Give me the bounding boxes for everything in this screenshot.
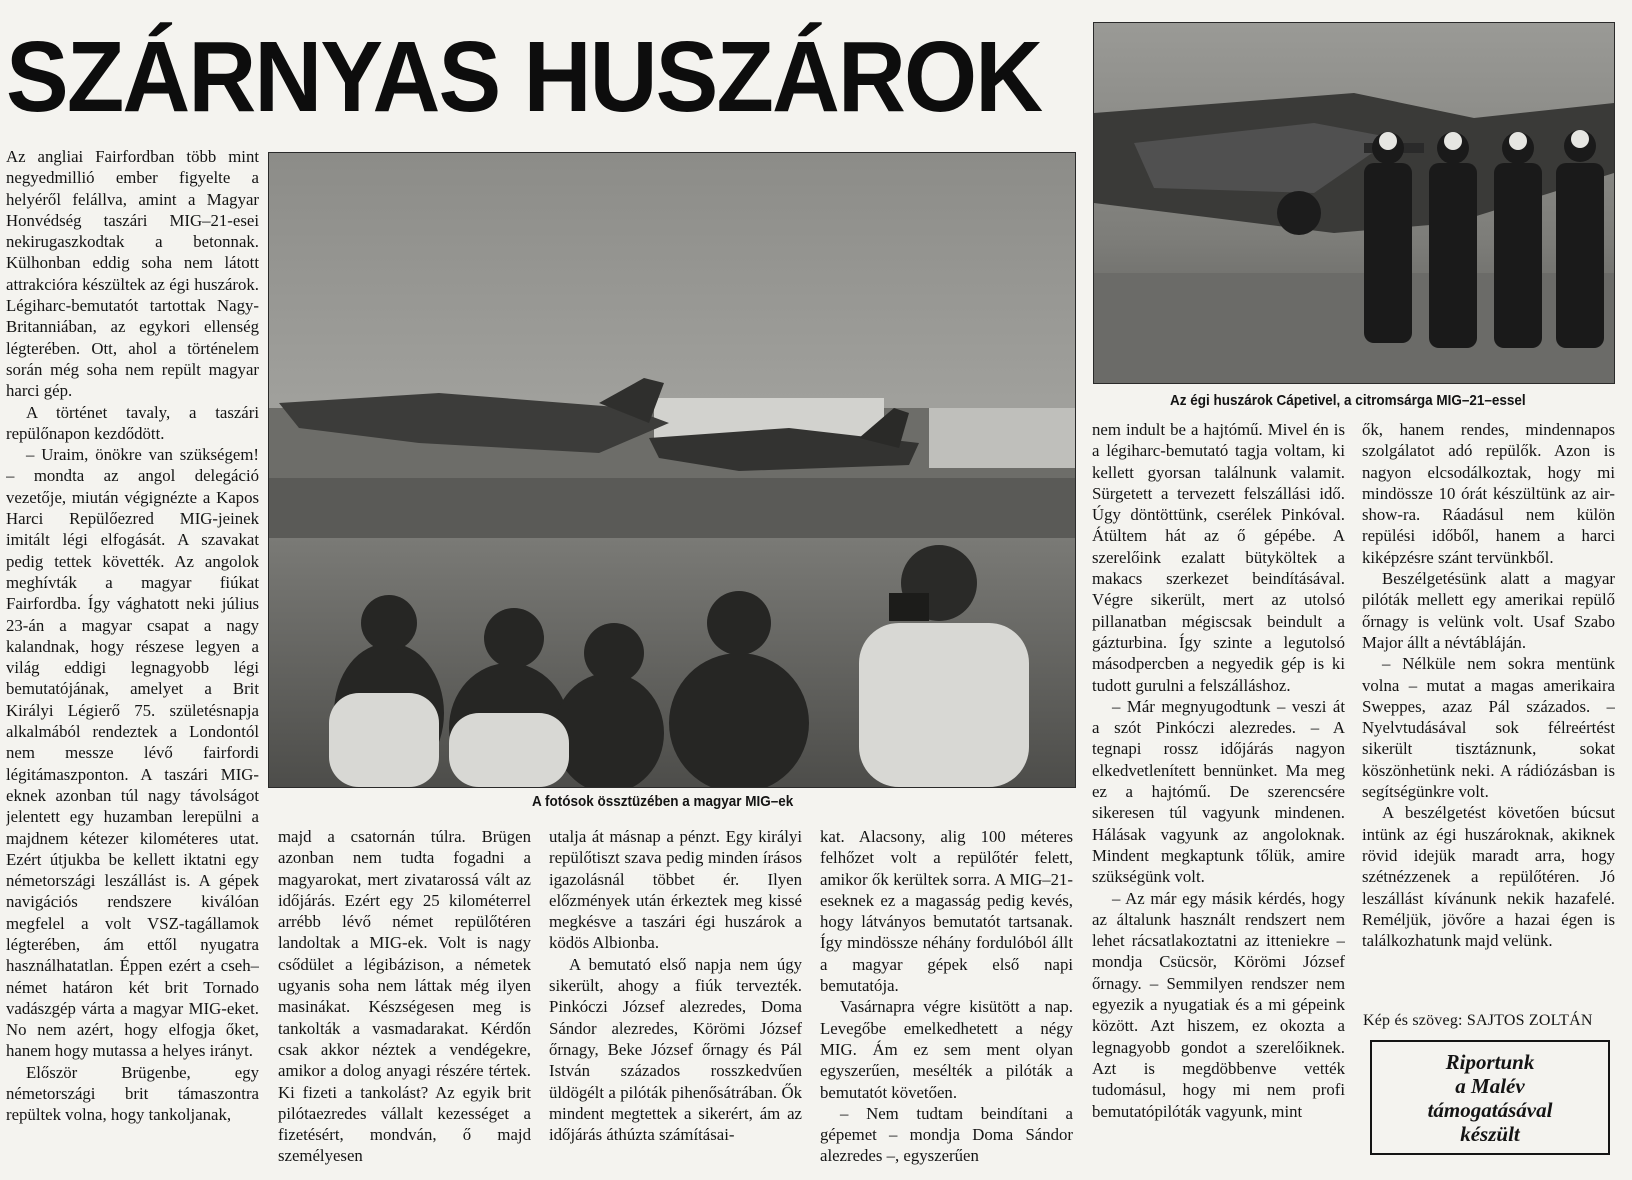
article-column-6 bbox=[1362, 419, 1615, 1009]
paragraph: – Nem tudtam beindítani a gépemet – mondja Doma Sándor alezredes –, egyszerűen bbox=[820, 1103, 1073, 1166]
pilots-photo-image bbox=[1094, 23, 1614, 383]
paragraph: Vasárnapra végre kisütött a nap. Levegőbe emelkedhetett a négy MIG. Ám ez sem ment olyan egyszerűen, mesélték a pilóták a bemutatót követően. bbox=[820, 997, 1073, 1102]
paragraph: A beszélgetést követően búcsut intünk az égi huszároknak, akiknek rövid idejük maradt arra, hogy szétnézzenek a repülőtéren. Jó leszállást kívánunk nekik hazafelé. Reméljük, jövőre a hazai égen is találkozhatunk majd velünk. bbox=[1362, 803, 1615, 951]
sponsor-line: a Malév bbox=[1455, 1073, 1525, 1098]
sponsor-line: támogatásával bbox=[1427, 1097, 1553, 1122]
article-column-3 bbox=[549, 826, 802, 1166]
paragraph: – Uraim, önökre van szükségem! – mondta az angol delegáció vezetője, miután végignézte a Kapos Harci Repülőezred MIG-jeinek imitált légi elfogását. A szavakat pedig tettek követték. Az angolok meghívták a magyar fiúkat Fairfordba. Így vághatott neki július 23-án a magyar csapat a nagy kalandnak, hogy részese legyen a világ eddigi legnagyobb légi bemutatójának, amelyet a Brit Királyi Légierő 75. születésnapja alkalmából rendeztek a Londontól nem messze lévő fairfordi légitámaszponton. A taszári MIG-eknek azonban túl nagy távolságot jelentett egy huzamban lerepülni a majdnem kétezer kilométeres utat. Ezért útjukba be kellett iktatni egy németországi leszállást is. A gépek navigációs rendszere kiválóan megfelel a volt VSZ-tagállamok légterében, ám ettől nyugatra használhatatlan. Éppen ezért a cseh–német határon két brit Tornado vadászgép várta a magyar MIG-eket. No nem azért, hogy elfogja őket, hanem hogy mutassa a helyes irányt. bbox=[6, 445, 259, 1061]
pilots-photo-caption: Az égi huszárok Cápetivel, a citromsárga MIG–21–essel bbox=[1170, 392, 1526, 409]
paragraph: – Az már egy másik kérdés, hogy az általunk használt rendszert nem lehet rácsatlakoztatni az itteniekre – mondja Csücsör, Körömi József őrnagy. – Semmilyen rendszer nem egyezik a nyugatiak és a mi gépeink között. Azt hiszem, ez okozta a legnagyobb gondot a szerelőiknek. Azt is megdöbbenve vették tudomásul, hogy mi nem profi bemutatópilóták vagyunk, mint bbox=[1092, 888, 1345, 1121]
sponsor-line: Riportunk bbox=[1445, 1049, 1535, 1074]
takeoff-photo-caption: A fotósok össztüzében a magyar MIG–ek bbox=[532, 793, 794, 810]
sponsor-box bbox=[1370, 1040, 1610, 1155]
sponsor-line: készült bbox=[1460, 1121, 1520, 1146]
paragraph: A bemutató első napja nem úgy sikerült, ahogy a fiúk tervezték. Pinkóczi József alezredes, Doma Sándor alezredes, Körömi József őrnagy, Beke József őrnagy és Pál István százados rosszkedvűen üldögélt a pilóták pihenősátrában. Ők mindent megtettek a sikerért, ám az időjárás áthúzta számításai- bbox=[549, 954, 802, 1145]
paragraph: majd a csatornán túlra. Brügen azonban nem tudta fogadni a magyarokat, mert zivatarossá vált az időjárás. Ezért egy 25 kilométerrel arrébb lévő német repülőtéren landoltak a MIG-ek. Volt is nagy csődület a légibázison, a németek ugyanis soha nem láttak még ilyen masinákat. Készségesen meg is tankolták a vasmadarakat. Kérdőn csak akkor néztek a vendégekre, amikor a dolog anyagi részére tértek. Ki fizeti a tankolást? Az egyik brit pilótaezredes vállalt kezességet a fizetésért, mondván, ő majd személyesen bbox=[278, 827, 531, 1166]
article-column-5 bbox=[1092, 419, 1345, 1167]
paragraph: kat. Alacsony, alig 100 méteres felhőzet volt a repülőtér felett, amikor ők kerültek sorra. A MIG–21-eseknek ez a magasság pedig kevés, hogy látványos bemutatót tartsanak. Így mindössze néhány fordulóból állt a magyar gépek első napi bemutatója. bbox=[820, 827, 1073, 996]
paragraph: utalja át másnap a pénzt. Egy királyi repülőtiszt szava pedig minden írásos igazolásnál többet ér. Ilyen előzmények után érkeztek meg kissé megkésve a taszári égi huszárok a ködös Albionba. bbox=[549, 827, 802, 953]
article-column-1 bbox=[6, 146, 259, 1166]
article-column-2 bbox=[278, 826, 531, 1166]
article-headline: SZÁRNYAS HUSZÁROK bbox=[6, 21, 1042, 133]
paragraph: Először Brügenbe, egy németországi brit támaszontra repültek volna, hogy tankoljanak, bbox=[6, 1062, 259, 1125]
paragraph: nem indult be a hajtómű. Mivel én is a légiharc-bemutató tagja voltam, ki kellett gyorsan találnunk valamit. Sürgetett a tervezett felszállási idő. Úgy döntöttünk, cserélek Pinkóval. Átültem hát az ő gépébe. A szerelőink ezalatt bütyköltek a makacs szerkezet beindításával. Végre sikerült, mert az utolsó pillanatban mégiscsak beindult a gázturbina. Így szinte a legutolsó másodpercben a negyedik gép is ki tudott gurulni a felszálláshoz. bbox=[1092, 420, 1345, 695]
takeoff-photo bbox=[268, 152, 1076, 788]
paragraph: A történet tavaly, a taszári repülőnapon kezdődött. bbox=[6, 402, 259, 443]
paragraph: Beszélgetésünk alatt a magyar pilóták mellett egy amerikai repülő őrnagy is velünk volt. Usaf Szabo Major állt a névtábláján. bbox=[1362, 569, 1615, 652]
paragraph: ők, hanem rendes, mindennapos szolgálatot adó repülők. Azon is nagyon elcsodálkoztak, hogy mi mindössze 10 órát készültünk az air-show-ra. Ráadásul nem külön repülési időből, hanem a harci kiképzésre szánt tervünkből. bbox=[1362, 420, 1615, 567]
takeoff-photo-image bbox=[269, 153, 1075, 787]
pilots-photo bbox=[1093, 22, 1615, 384]
article-column-4 bbox=[820, 826, 1073, 1166]
paragraph: – Már megnyugodtunk – veszi át a szót Pinkóczi alezredes. – A tegnapi rossz időjárás nagyon elkedvetlenített bennünket. Ma meg ez a hajtómű. De szerencsére sikeresen túl vagyunk mindenen. Hálásak vagyunk az angoloknak. Mindent megkaptunk tőlük, amire szükségünk volt. bbox=[1092, 696, 1345, 887]
paragraph: Az angliai Fairfordban több mint negyedmillió ember figyelte a helyéről felállva, amint a Magyar Honvédség taszári MIG–21-esei nekirugaszkodtak a betonnak. Külhonban eddig soha nem látott attrakcióra készültek az égi huszárok. Légiharc-bemutatót tartottak Nagy-Britanniában, az egykori ellenség légterében. Ott, ahol a történelem során még soha nem repült magyar harci gép. bbox=[6, 147, 259, 401]
paragraph: – Nélküle nem sokra mentünk volna – mutat a magas amerikaira Sweppes, azaz Pál százados. – Nyelvtudásával sok félreértést sikerült tisztáznunk, sokat köszönhetünk neki. A rádiózásban is segítségünkre volt. bbox=[1362, 654, 1615, 802]
byline: Kép és szöveg: SAJTOS ZOLTÁN bbox=[1363, 1012, 1593, 1029]
